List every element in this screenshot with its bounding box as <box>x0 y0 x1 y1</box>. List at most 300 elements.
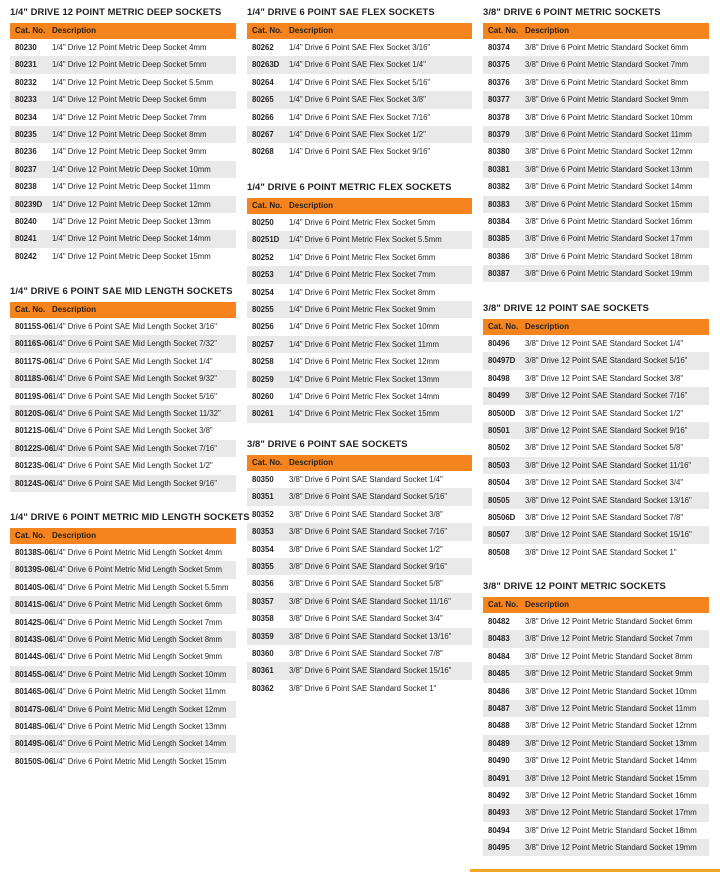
table-row <box>10 230 236 247</box>
table-row <box>247 610 472 627</box>
header-cat-no: Cat. No. <box>252 26 283 35</box>
description-cell: 3/8" Drive 12 Point Metric Standard Socket 8mm <box>525 651 693 661</box>
description-cell: 1/4" Drive 6 Point SAE Mid Length Socket 1/2" <box>52 461 213 471</box>
table-body <box>10 39 236 265</box>
cat-no-cell: 80353 <box>252 527 274 537</box>
header-description: Description <box>52 26 97 35</box>
description-cell: 1/4" Drive 12 Point Metric Deep Socket 12mm <box>52 199 211 209</box>
description-cell: 1/4" Drive 6 Point Metric Flex Socket 13mm <box>289 374 440 384</box>
description-cell: 3/8" Drive 6 Point SAE Standard Socket 3/4" <box>289 614 443 624</box>
table-row <box>10 39 236 56</box>
cat-no-cell: 80487 <box>488 703 510 713</box>
table-row <box>10 614 236 631</box>
cat-no-cell: 80143S-06 <box>15 634 54 644</box>
description-cell: 3/8" Drive 12 Point Metric Standard Socket 17mm <box>525 808 697 818</box>
description-cell: 3/8" Drive 6 Point SAE Standard Socket 15/16" <box>289 666 452 676</box>
table-row <box>247 506 472 523</box>
table-row <box>10 248 236 265</box>
cat-no-cell: 80489 <box>488 738 510 748</box>
table-row <box>10 56 236 73</box>
catalog-section <box>10 5 236 265</box>
cat-no-cell: 80357 <box>252 596 274 606</box>
cat-no-cell: 80384 <box>488 216 510 226</box>
table-row <box>10 683 236 700</box>
description-cell: 1/4" Drive 6 Point SAE Mid Length Socket 7/32" <box>52 339 218 349</box>
description-cell: 1/4" Drive 12 Point Metric Deep Socket 7mm <box>52 112 207 122</box>
description-cell: 1/4" Drive 12 Point Metric Deep Socket 13mm <box>52 216 211 226</box>
table-row <box>10 666 236 683</box>
header-cat-no: Cat. No. <box>15 531 46 540</box>
cat-no-cell: 80483 <box>488 634 510 644</box>
description-cell: 3/8" Drive 12 Point SAE Standard Socket 5/8" <box>525 443 684 453</box>
cat-no-cell: 80352 <box>252 509 274 519</box>
description-cell: 1/4" Drive 6 Point Metric Flex Socket 7mm <box>289 270 436 280</box>
cat-no-cell: 80362 <box>252 683 274 693</box>
table-row <box>483 665 709 682</box>
description-cell: 1/4" Drive 12 Point Metric Deep Socket 6mm <box>52 95 207 105</box>
description-cell: 3/8" Drive 6 Point SAE Standard Socket 5/16" <box>289 492 448 502</box>
table-row <box>10 475 236 492</box>
cat-no-cell: 80374 <box>488 43 510 52</box>
table-row <box>247 39 472 56</box>
description-cell: 1/4" Drive 6 Point Metric Flex Socket 10mm <box>289 322 440 332</box>
table-body <box>483 613 709 856</box>
cat-no-cell: 80375 <box>488 60 510 70</box>
table-row <box>10 74 236 91</box>
cat-no-cell: 80141S-06 <box>15 600 54 610</box>
description-cell: 1/4" Drive 6 Point Metric Flex Socket 8mm <box>289 287 436 297</box>
table-row <box>10 718 236 735</box>
table-row <box>483 787 709 804</box>
cat-no-cell: 80493 <box>488 808 510 818</box>
description-cell: 3/8" Drive 12 Point SAE Standard Socket 1/4" <box>525 339 684 348</box>
description-cell: 3/8" Drive 6 Point SAE Standard Socket 13/16" <box>289 631 452 641</box>
cat-no-cell: 80139S-06 <box>15 565 54 575</box>
cat-no-cell: 80501 <box>488 425 510 435</box>
cat-no-cell: 80502 <box>488 443 510 453</box>
cat-no-cell: 80488 <box>488 721 510 731</box>
cat-no-cell: 80255 <box>252 304 274 314</box>
description-cell: 3/8" Drive 6 Point Metric Standard Socket 17mm <box>525 234 693 244</box>
table-row <box>247 523 472 540</box>
catalog-section <box>483 5 709 282</box>
cat-no-cell: 80492 <box>488 790 510 800</box>
table-row <box>483 613 709 630</box>
table-row <box>10 735 236 752</box>
cat-no-cell: 80267 <box>252 129 274 139</box>
cat-no-cell: 80150S-06 <box>15 756 54 766</box>
cat-no-cell: 80241 <box>15 234 37 244</box>
table-row <box>10 388 236 405</box>
description-cell: 3/8" Drive 6 Point Metric Standard Socket 14mm <box>525 182 693 192</box>
description-cell: 3/8" Drive 6 Point SAE Standard Socket 5/8" <box>289 579 443 589</box>
table-body <box>10 318 236 492</box>
description-cell: 3/8" Drive 6 Point SAE Standard Socket 3/8" <box>289 509 443 519</box>
cat-no-cell: 80508 <box>488 547 510 557</box>
table-row <box>247 575 472 592</box>
table-header <box>10 528 236 544</box>
description-cell: 1/4" Drive 6 Point Metric Flex Socket 6mm <box>289 252 436 262</box>
table-row <box>483 56 709 73</box>
description-cell: 3/8" Drive 12 Point SAE Standard Socket 15/16" <box>525 530 692 540</box>
description-cell: 1/4" Drive 12 Point Metric Deep Socket 9mm <box>52 147 207 157</box>
table-row <box>483 405 709 422</box>
table-row <box>10 109 236 126</box>
cat-no-cell: 80148S-06 <box>15 721 54 731</box>
cat-no-cell: 80145S-06 <box>15 669 54 679</box>
description-cell: 3/8" Drive 6 Point Metric Standard Socket 11mm <box>525 129 692 139</box>
table-row <box>483 700 709 717</box>
description-cell: 1/4" Drive 6 Point SAE Mid Length Socket 11/32" <box>52 408 221 418</box>
table-row <box>10 648 236 665</box>
description-cell: 3/8" Drive 12 Point SAE Standard Socket 1/2" <box>525 408 684 418</box>
section-title: 3/8" DRIVE 6 POINT METRIC SOCKETS <box>483 6 661 17</box>
header-description: Description <box>52 305 97 314</box>
cat-no-cell: 80116S-06 <box>15 339 53 349</box>
table-row <box>247 143 472 160</box>
description-cell: 3/8" Drive 6 Point Metric Standard Socket 13mm <box>525 164 693 174</box>
table-row <box>10 753 236 770</box>
cat-no-cell: 80376 <box>488 77 510 87</box>
description-cell: 1/4" Drive 6 Point Metric Mid Length Socket 8mm <box>52 634 223 644</box>
table-row <box>247 91 472 108</box>
description-cell: 3/8" Drive 12 Point Metric Standard Socket 18mm <box>525 825 697 835</box>
description-cell: 1/4" Drive 6 Point Metric Mid Length Socket 5.5mm <box>52 582 229 592</box>
cat-no-cell: 80231 <box>15 60 37 70</box>
table-row <box>483 39 709 56</box>
cat-no-cell: 80260 <box>252 391 274 401</box>
section-title: 3/8" DRIVE 12 POINT METRIC SOCKETS <box>483 580 666 591</box>
description-cell: 3/8" Drive 6 Point SAE Standard Socket 9/16" <box>289 561 448 571</box>
table-row <box>483 770 709 787</box>
description-cell: 3/8" Drive 6 Point Metric Standard Socket 16mm <box>525 216 693 226</box>
table-row <box>483 91 709 108</box>
description-cell: 1/4" Drive 6 Point Metric Flex Socket 14mm <box>289 391 440 401</box>
description-cell: 3/8" Drive 12 Point Metric Standard Socket 15mm <box>525 773 697 783</box>
cat-no-cell: 80268 <box>252 147 274 157</box>
cat-no-cell: 80118S-06 <box>15 374 53 384</box>
cat-no-cell: 80484 <box>488 651 510 661</box>
description-cell: 1/4" Drive 6 Point Metric Flex Socket 11mm <box>289 339 439 349</box>
section-title: 3/8" DRIVE 12 POINT SAE SOCKETS <box>483 302 649 313</box>
table-row <box>483 161 709 178</box>
cat-no-cell: 80382 <box>488 182 510 192</box>
table-row <box>483 74 709 91</box>
table-row <box>10 440 236 457</box>
table-row <box>10 561 236 578</box>
description-cell: 3/8" Drive 6 Point Metric Standard Socket 12mm <box>525 147 693 157</box>
description-cell: 1/4" Drive 6 Point Metric Flex Socket 5mm <box>289 218 436 227</box>
cat-no-cell: 80120S-06 <box>15 408 54 418</box>
description-cell: 1/4" Drive 6 Point Metric Flex Socket 12mm <box>289 357 440 367</box>
table-row <box>483 248 709 265</box>
table-row <box>483 474 709 491</box>
description-cell: 3/8" Drive 12 Point SAE Standard Socket 5/16" <box>525 356 688 366</box>
table-body <box>247 39 472 161</box>
section-title: 1/4" DRIVE 6 POINT METRIC MID LENGTH SOCKETS <box>10 511 250 522</box>
table-row <box>247 284 472 301</box>
description-cell: 1/4" Drive 6 Point Metric Mid Length Socket 15mm <box>52 756 227 766</box>
cat-no-cell: 80256 <box>252 322 274 332</box>
cat-no-cell: 80380 <box>488 147 510 157</box>
table-row <box>10 213 236 230</box>
description-cell: 3/8" Drive 12 Point SAE Standard Socket 7/16" <box>525 391 688 401</box>
description-cell: 3/8" Drive 6 Point Metric Standard Socket 8mm <box>525 77 689 87</box>
description-cell: 1/4" Drive 6 Point Metric Mid Length Socket 5mm <box>52 565 223 575</box>
description-cell: 1/4" Drive 6 Point SAE Flex Socket 1/4" <box>289 60 426 70</box>
description-cell: 1/4" Drive 6 Point Metric Mid Length Socket 4mm <box>52 548 223 557</box>
catalog-section <box>483 301 709 561</box>
description-cell: 1/4" Drive 6 Point SAE Flex Socket 7/16" <box>289 112 431 122</box>
header-cat-no: Cat. No. <box>488 600 519 609</box>
table-row <box>247 336 472 353</box>
table-row <box>483 422 709 439</box>
description-cell: 3/8" Drive 6 Point Metric Standard Socket 19mm <box>525 269 693 279</box>
cat-no-cell: 80117S-06 <box>15 356 53 366</box>
cat-no-cell: 80124S-06 <box>15 478 54 488</box>
description-cell: 1/4" Drive 12 Point Metric Deep Socket 5.5mm <box>52 77 213 87</box>
table-row <box>247 126 472 143</box>
table-row <box>247 405 472 422</box>
header-description: Description <box>289 26 334 35</box>
table-row <box>10 196 236 213</box>
table-header <box>247 198 472 214</box>
table-row <box>247 593 472 610</box>
catalog-section <box>247 5 472 161</box>
description-cell: 3/8" Drive 6 Point Metric Standard Socket 15mm <box>525 199 693 209</box>
cat-no-cell: 80358 <box>252 614 274 624</box>
description-cell: 1/4" Drive 6 Point SAE Mid Length Socket 3/16" <box>52 322 218 331</box>
cat-no-cell: 80507 <box>488 530 510 540</box>
cat-no-cell: 80234 <box>15 112 37 122</box>
description-cell: 1/4" Drive 6 Point SAE Mid Length Socket 3/8" <box>52 426 213 436</box>
cat-no-cell: 80351 <box>252 492 274 502</box>
cat-no-cell: 80251D <box>252 235 280 245</box>
cat-no-cell: 80485 <box>488 669 510 679</box>
cat-no-cell: 80386 <box>488 251 510 261</box>
section-title: 1/4" DRIVE 6 POINT METRIC FLEX SOCKETS <box>247 181 452 192</box>
description-cell: 3/8" Drive 12 Point Metric Standard Socket 10mm <box>525 686 697 696</box>
table-row <box>483 143 709 160</box>
table-row <box>483 265 709 282</box>
cat-no-cell: 80242 <box>15 251 37 261</box>
table-row <box>10 457 236 474</box>
cat-no-cell: 80254 <box>252 287 274 297</box>
section-title: 3/8" DRIVE 6 POINT SAE SOCKETS <box>247 438 408 449</box>
cat-no-cell: 80266 <box>252 112 274 122</box>
table-body <box>483 39 709 282</box>
cat-no-cell: 80503 <box>488 460 510 470</box>
table-row <box>247 301 472 318</box>
cat-no-cell: 80237 <box>15 164 37 174</box>
description-cell: 3/8" Drive 12 Point Metric Standard Socket 7mm <box>525 634 693 644</box>
table-row <box>483 717 709 734</box>
cat-no-cell: 80377 <box>488 95 510 105</box>
cat-no-cell: 80123S-06 <box>15 461 54 471</box>
header-cat-no: Cat. No. <box>15 26 46 35</box>
cat-no-cell: 80257 <box>252 339 274 349</box>
cat-no-cell: 80498 <box>488 373 510 383</box>
header-description: Description <box>525 26 570 35</box>
table-row <box>247 214 472 231</box>
cat-no-cell: 80258 <box>252 357 274 367</box>
cat-no-cell: 80361 <box>252 666 274 676</box>
cat-no-cell: 80350 <box>252 475 274 484</box>
header-description: Description <box>525 322 570 331</box>
table-row <box>247 645 472 662</box>
table-row <box>247 74 472 91</box>
description-cell: 3/8" Drive 12 Point SAE Standard Socket 11/16" <box>525 460 692 470</box>
table-row <box>10 405 236 422</box>
table-body <box>247 471 472 697</box>
description-cell: 1/4" Drive 6 Point SAE Flex Socket 3/16" <box>289 43 431 52</box>
table-row <box>247 488 472 505</box>
description-cell: 3/8" Drive 6 Point Metric Standard Socket 10mm <box>525 112 693 122</box>
cat-no-cell: 80140S-06 <box>15 582 54 592</box>
section-title: 1/4" DRIVE 6 POINT SAE FLEX SOCKETS <box>247 6 435 17</box>
table-row <box>247 231 472 248</box>
description-cell: 3/8" Drive 12 Point SAE Standard Socket 7/8" <box>525 512 684 522</box>
cat-no-cell: 80121S-06 <box>15 426 54 436</box>
catalog-section <box>483 579 709 856</box>
cat-no-cell: 80265 <box>252 95 274 105</box>
description-cell: 1/4" Drive 6 Point SAE Flex Socket 9/16" <box>289 147 431 157</box>
cat-no-cell: 80494 <box>488 825 510 835</box>
table-row <box>247 56 472 73</box>
table-row <box>483 230 709 247</box>
description-cell: 1/4" Drive 12 Point Metric Deep Socket 8mm <box>52 129 207 139</box>
table-row <box>10 318 236 335</box>
catalog-section <box>10 510 250 770</box>
cat-no-cell: 80240 <box>15 216 37 226</box>
cat-no-cell: 80259 <box>252 374 274 384</box>
cat-no-cell: 80250 <box>252 218 274 227</box>
cat-no-cell: 80263D <box>252 60 280 70</box>
cat-no-cell: 80230 <box>15 43 37 52</box>
table-row <box>247 558 472 575</box>
table-row <box>10 370 236 387</box>
section-title: 1/4" DRIVE 6 POINT SAE MID LENGTH SOCKETS <box>10 285 233 296</box>
description-cell: 3/8" Drive 6 Point SAE Standard Socket 1/2" <box>289 544 443 554</box>
table-row <box>247 541 472 558</box>
description-cell: 1/4" Drive 6 Point Metric Mid Length Socket 6mm <box>52 600 223 610</box>
cat-no-cell: 80138S-06 <box>15 548 54 557</box>
table-header <box>483 319 709 335</box>
table-row <box>247 318 472 335</box>
cat-no-cell: 80495 <box>488 843 510 853</box>
cat-no-cell: 80119S-06 <box>15 391 53 401</box>
table-row <box>483 839 709 856</box>
table-row <box>10 143 236 160</box>
cat-no-cell: 80149S-06 <box>15 739 54 749</box>
cat-no-cell: 80497D <box>488 356 516 366</box>
table-row <box>483 457 709 474</box>
description-cell: 1/4" Drive 12 Point Metric Deep Socket 15mm <box>52 251 211 261</box>
description-cell: 3/8" Drive 12 Point SAE Standard Socket 1" <box>525 547 677 557</box>
description-cell: 3/8" Drive 6 Point Metric Standard Socket 9mm <box>525 95 689 105</box>
cat-no-cell: 80385 <box>488 234 510 244</box>
header-cat-no: Cat. No. <box>488 26 519 35</box>
table-row <box>247 680 472 697</box>
description-cell: 1/4" Drive 6 Point SAE Flex Socket 5/16" <box>289 77 431 87</box>
cat-no-cell: 80261 <box>252 409 274 419</box>
description-cell: 3/8" Drive 12 Point SAE Standard Socket 9/16" <box>525 425 688 435</box>
table-row <box>483 213 709 230</box>
cat-no-cell: 80490 <box>488 756 510 766</box>
table-body <box>247 214 472 423</box>
cat-no-cell: 80253 <box>252 270 274 280</box>
description-cell: 3/8" Drive 6 Point Metric Standard Socket 6mm <box>525 43 689 52</box>
cat-no-cell: 80354 <box>252 544 274 554</box>
cat-no-cell: 80499 <box>488 391 510 401</box>
cat-no-cell: 80491 <box>488 773 510 783</box>
header-description: Description <box>289 458 334 467</box>
header-cat-no: Cat. No. <box>252 458 283 467</box>
table-header <box>483 597 709 613</box>
cat-no-cell: 80500D <box>488 408 516 418</box>
cat-no-cell: 80496 <box>488 339 510 348</box>
table-row <box>483 683 709 700</box>
description-cell: 1/4" Drive 12 Point Metric Deep Socket 5mm <box>52 60 207 70</box>
cat-no-cell: 80144S-06 <box>15 652 54 662</box>
table-header <box>10 302 236 318</box>
table-row <box>483 735 709 752</box>
description-cell: 1/4" Drive 6 Point Metric Mid Length Socket 13mm <box>52 721 227 731</box>
description-cell: 3/8" Drive 6 Point SAE Standard Socket 1" <box>289 683 437 693</box>
table-row <box>247 662 472 679</box>
table-row <box>483 804 709 821</box>
table-row <box>483 492 709 509</box>
cat-no-cell: 80356 <box>252 579 274 589</box>
description-cell: 1/4" Drive 6 Point Metric Mid Length Socket 12mm <box>52 704 227 714</box>
description-cell: 1/4" Drive 6 Point Metric Flex Socket 9mm <box>289 304 436 314</box>
table-body <box>10 544 236 770</box>
description-cell: 3/8" Drive 6 Point Metric Standard Socket 7mm <box>525 60 689 70</box>
cat-no-cell: 80239D <box>15 199 43 209</box>
description-cell: 1/4" Drive 12 Point Metric Deep Socket 10mm <box>52 164 211 174</box>
description-cell: 1/4" Drive 12 Point Metric Deep Socket 14mm <box>52 234 211 244</box>
cat-no-cell: 80383 <box>488 199 510 209</box>
description-cell: 3/8" Drive 6 Point SAE Standard Socket 1/4" <box>289 475 443 484</box>
section-title: 1/4" DRIVE 12 POINT METRIC DEEP SOCKETS <box>10 6 222 17</box>
header-description: Description <box>289 201 334 210</box>
table-row <box>483 196 709 213</box>
description-cell: 3/8" Drive 12 Point Metric Standard Socket 11mm <box>525 703 697 713</box>
table-row <box>483 335 709 352</box>
table-row <box>10 422 236 439</box>
cat-no-cell: 80264 <box>252 77 274 87</box>
table-header <box>483 23 709 39</box>
cat-no-cell: 80235 <box>15 129 37 139</box>
cat-no-cell: 80146S-06 <box>15 687 54 697</box>
header-description: Description <box>52 531 97 540</box>
table-row <box>483 178 709 195</box>
description-cell: 3/8" Drive 6 Point SAE Standard Socket 7/8" <box>289 648 443 658</box>
table-row <box>247 628 472 645</box>
cat-no-cell: 80142S-06 <box>15 617 54 627</box>
cat-no-cell: 80252 <box>252 252 274 262</box>
catalog-section <box>247 180 472 423</box>
description-cell: 3/8" Drive 6 Point Metric Standard Socket 18mm <box>525 251 693 261</box>
description-cell: 3/8" Drive 12 Point Metric Standard Socket 13mm <box>525 738 697 748</box>
table-row <box>10 579 236 596</box>
description-cell: 1/4" Drive 6 Point Metric Flex Socket 15mm <box>289 409 440 419</box>
table-row <box>247 249 472 266</box>
table-row <box>483 439 709 456</box>
cat-no-cell: 80115S-06 <box>15 322 53 331</box>
table-row <box>247 109 472 126</box>
description-cell: 3/8" Drive 12 Point Metric Standard Socket 9mm <box>525 669 693 679</box>
